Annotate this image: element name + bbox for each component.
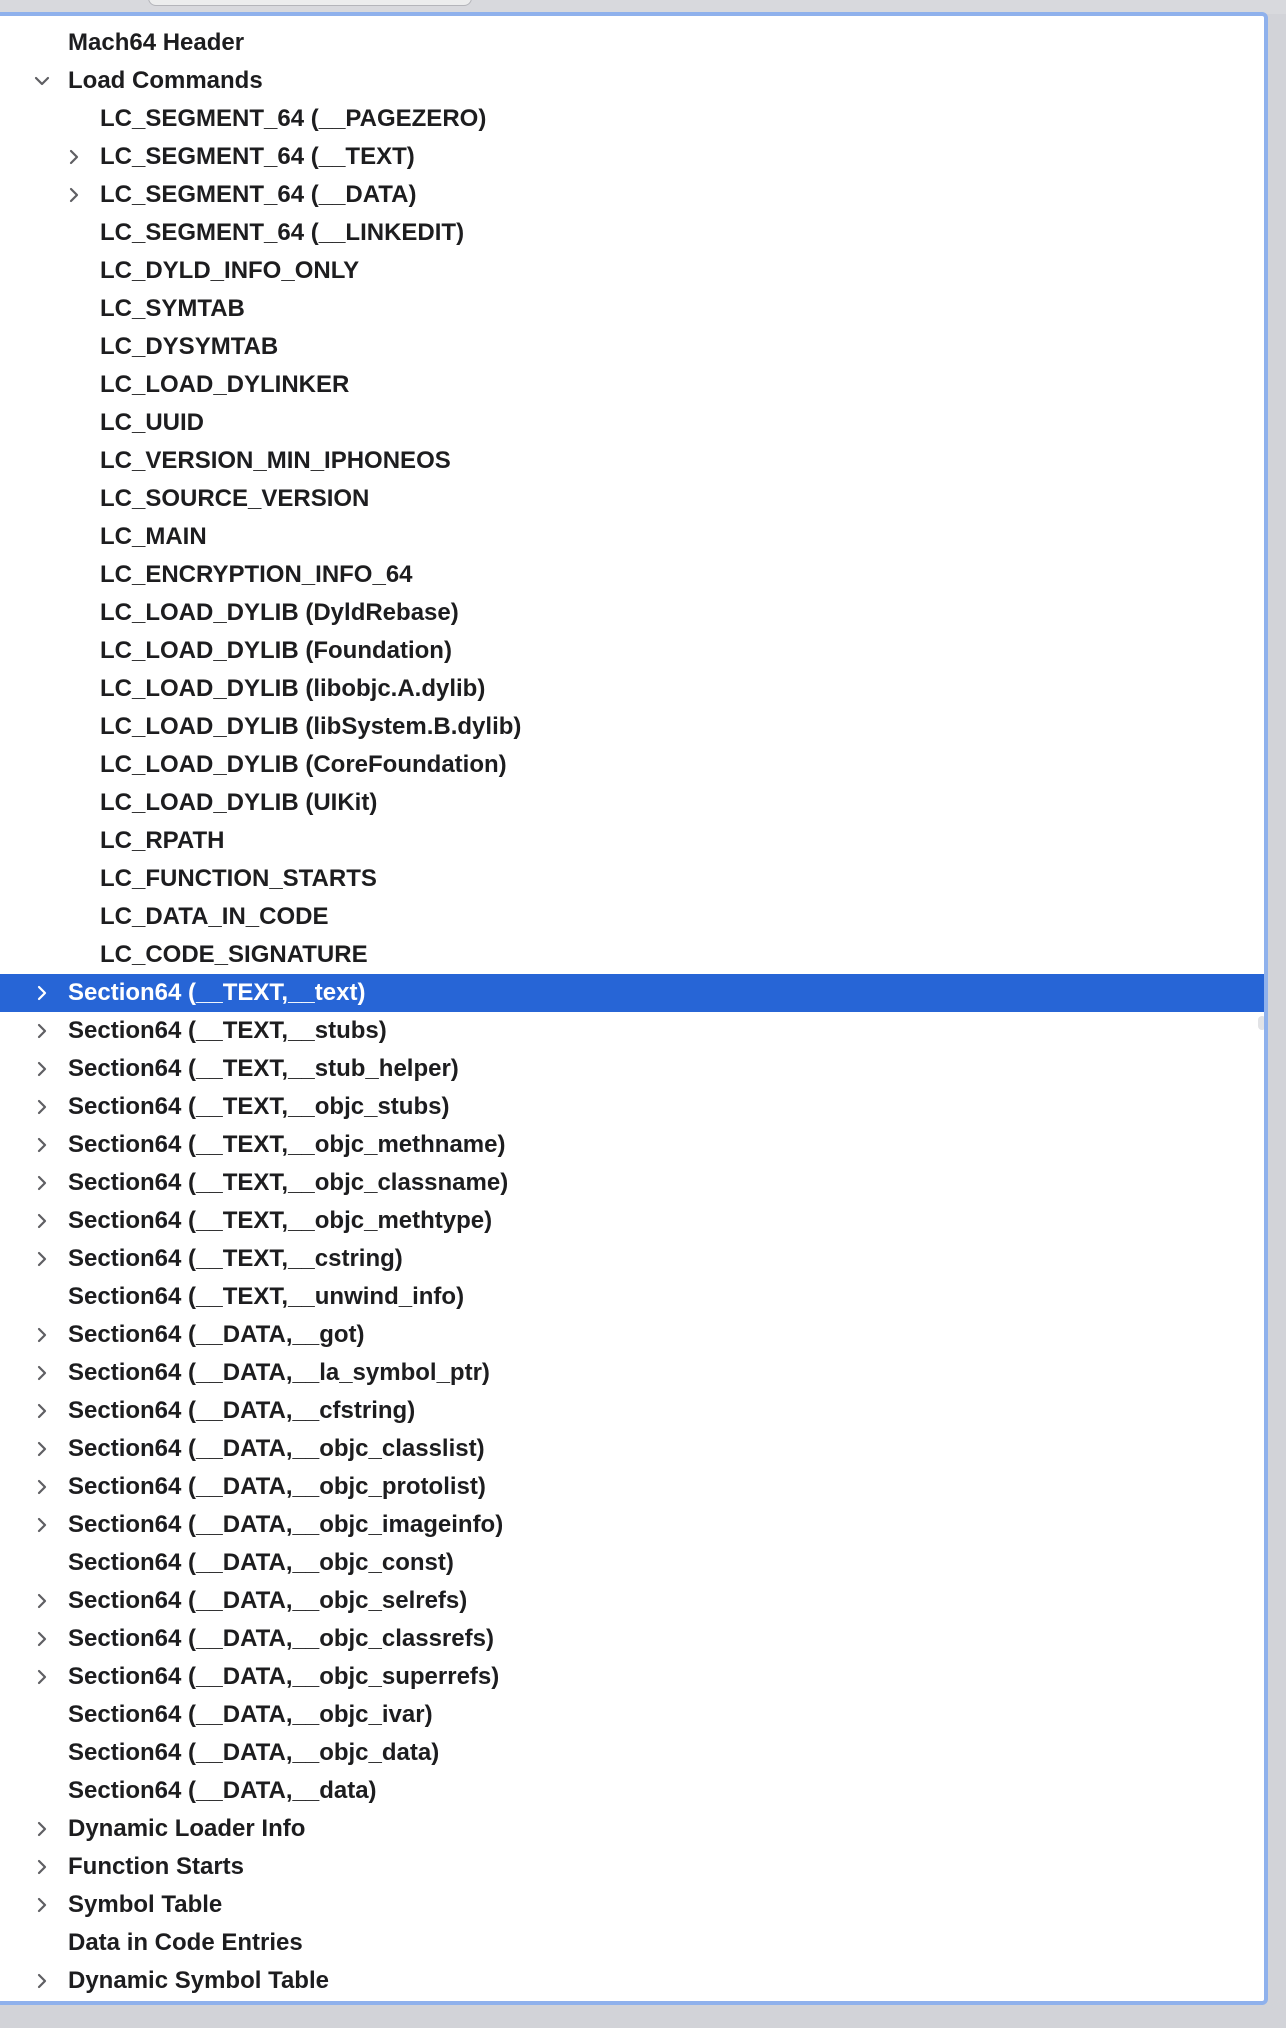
tree-row-label: LC_LOAD_DYLIB (libSystem.B.dylib)	[100, 713, 522, 740]
tree-row[interactable]	[0, 62, 1264, 100]
tree-row[interactable]	[0, 1658, 1264, 1696]
tree-row-label: Symbol Table	[68, 1891, 223, 1918]
tree-row[interactable]	[0, 1430, 1264, 1468]
tree-row-label: LC_DYSYMTAB	[100, 333, 279, 360]
tree-row[interactable]	[0, 1962, 1264, 2000]
tree-row-label: LC_SEGMENT_64 (__PAGEZERO)	[100, 105, 487, 132]
tree-row-label: LC_SEGMENT_64 (__TEXT)	[100, 143, 415, 170]
chevron-right-icon[interactable]	[30, 1240, 54, 1278]
chevron-right-icon[interactable]	[30, 1202, 54, 1240]
tree-row[interactable]	[0, 1544, 1264, 1582]
tree-row[interactable]	[0, 1848, 1264, 1886]
tree-row-label: Function Starts	[68, 1853, 245, 1880]
tree-row[interactable]	[0, 252, 1264, 290]
tree-row[interactable]	[0, 1582, 1264, 1620]
tree-row-label: LC_ENCRYPTION_INFO_64	[100, 561, 413, 588]
chevron-right-icon[interactable]	[30, 1050, 54, 1088]
chevron-right-icon[interactable]	[30, 1354, 54, 1392]
chevron-right-icon[interactable]	[62, 138, 86, 176]
tree-row-label: Data in Code Entries	[68, 1929, 303, 1956]
tree-row[interactable]	[0, 1088, 1264, 1126]
tree-row-label: Section64 (__DATA,__objc_const)	[68, 1549, 454, 1576]
chevron-right-icon[interactable]	[30, 1088, 54, 1126]
tree-row[interactable]	[0, 1126, 1264, 1164]
tree-row[interactable]	[0, 632, 1264, 670]
tree-row[interactable]	[0, 176, 1264, 214]
tree-row-label: Mach64 Header	[68, 29, 245, 56]
tree-row-label: Section64 (__DATA,__objc_classrefs)	[68, 1625, 494, 1652]
chevron-right-icon[interactable]	[30, 1126, 54, 1164]
tree-row[interactable]	[0, 594, 1264, 632]
tree-row[interactable]	[0, 746, 1264, 784]
file-structure-tree	[0, 24, 1264, 2000]
tree-row-label: Section64 (__DATA,__objc_protolist)	[68, 1473, 486, 1500]
tree-row-label: LC_CODE_SIGNATURE	[100, 941, 368, 968]
tree-row[interactable]	[0, 1734, 1264, 1772]
tree-row-label: Section64 (__DATA,__objc_classlist)	[68, 1435, 485, 1462]
tree-row[interactable]	[0, 404, 1264, 442]
tree-row[interactable]	[0, 1240, 1264, 1278]
chevron-right-icon[interactable]	[30, 1658, 54, 1696]
tree-row[interactable]	[0, 1620, 1264, 1658]
chevron-right-icon[interactable]	[30, 1468, 54, 1506]
tree-row[interactable]	[0, 24, 1264, 62]
outline-view[interactable]	[0, 12, 1268, 2005]
tree-row-label: Section64 (__TEXT,__stubs)	[68, 1017, 387, 1044]
tree-row[interactable]	[0, 518, 1264, 556]
tree-row[interactable]	[0, 860, 1264, 898]
tree-row-label: Dynamic Loader Info	[68, 1815, 306, 1842]
tree-row[interactable]	[0, 366, 1264, 404]
tree-row-label: Load Commands	[68, 67, 263, 94]
tree-row-label: Section64 (__DATA,__got)	[68, 1321, 365, 1348]
chevron-right-icon[interactable]	[30, 1582, 54, 1620]
chevron-right-icon[interactable]	[30, 1962, 54, 2000]
tree-row[interactable]	[0, 1924, 1264, 1962]
tree-row-label: LC_LOAD_DYLIB (libobjc.A.dylib)	[100, 675, 486, 702]
tree-row[interactable]	[0, 1202, 1264, 1240]
tree-row[interactable]	[0, 1468, 1264, 1506]
tree-row-label: LC_UUID	[100, 409, 205, 436]
tree-row[interactable]	[0, 936, 1264, 974]
tree-row[interactable]	[0, 442, 1264, 480]
chevron-right-icon[interactable]	[30, 1620, 54, 1658]
tree-row[interactable]	[0, 1810, 1264, 1848]
tree-row[interactable]	[0, 670, 1264, 708]
chevron-right-icon[interactable]	[30, 1012, 54, 1050]
window-footer	[0, 2005, 1286, 2028]
tree-row-label: Section64 (__TEXT,__cstring)	[68, 1245, 403, 1272]
tree-row-label: LC_LOAD_DYLIB (UIKit)	[100, 789, 378, 816]
tree-row-label: Section64 (__TEXT,__stub_helper)	[68, 1055, 459, 1082]
chevron-right-icon[interactable]	[30, 1392, 54, 1430]
tree-row-label: Section64 (__DATA,__cfstring)	[68, 1397, 416, 1424]
tree-row-label: Section64 (__DATA,__objc_data)	[68, 1739, 440, 1766]
tree-row[interactable]	[0, 1392, 1264, 1430]
tree-row-label: Section64 (__DATA,__data)	[68, 1777, 377, 1804]
scrollbar-thumb[interactable]	[1258, 1016, 1266, 1030]
tree-row[interactable]	[0, 1012, 1264, 1050]
tree-row-label: Section64 (__TEXT,__unwind_info)	[68, 1283, 465, 1310]
tree-row-label: LC_LOAD_DYLINKER	[100, 371, 350, 398]
chevron-right-icon[interactable]	[30, 1810, 54, 1848]
tree-row-label: Section64 (__TEXT,__text)	[68, 979, 366, 1006]
tree-row-label: Section64 (__DATA,__objc_selrefs)	[68, 1587, 468, 1614]
tree-row-label: LC_SOURCE_VERSION	[100, 485, 370, 512]
tree-row-label: Section64 (__DATA,__objc_ivar)	[68, 1701, 433, 1728]
tree-row-selected[interactable]	[0, 974, 1264, 1012]
tree-row-label: LC_MAIN	[100, 523, 207, 550]
tree-row[interactable]	[0, 898, 1264, 936]
tree-row-label: LC_FUNCTION_STARTS	[100, 865, 377, 892]
chevron-right-icon[interactable]	[30, 1886, 54, 1924]
tree-row[interactable]	[0, 214, 1264, 252]
tree-row[interactable]	[0, 328, 1264, 366]
tree-row[interactable]	[0, 1278, 1264, 1316]
tree-row-label: Section64 (__DATA,__objc_imageinfo)	[68, 1511, 504, 1538]
chevron-right-icon[interactable]	[30, 1430, 54, 1468]
tree-row-label: LC_SEGMENT_64 (__LINKEDIT)	[100, 219, 465, 246]
chevron-right-icon[interactable]	[30, 1164, 54, 1202]
tree-row[interactable]	[0, 1506, 1264, 1544]
tree-row[interactable]	[0, 1354, 1264, 1392]
chevron-right-icon[interactable]	[62, 176, 86, 214]
tree-row-label: LC_LOAD_DYLIB (DyldRebase)	[100, 599, 459, 626]
chevron-right-icon[interactable]	[30, 974, 54, 1012]
tree-row-label: Dynamic Symbol Table	[68, 1967, 329, 1994]
chevron-right-icon[interactable]	[30, 1506, 54, 1544]
tree-row[interactable]	[0, 480, 1264, 518]
tree-row-label: Section64 (__DATA,__objc_superrefs)	[68, 1663, 500, 1690]
tree-row-label: LC_DYLD_INFO_ONLY	[100, 257, 360, 284]
tree-row-label: Section64 (__DATA,__la_symbol_ptr)	[68, 1359, 490, 1386]
tree-row[interactable]	[0, 1316, 1264, 1354]
tree-row[interactable]	[0, 1050, 1264, 1088]
tree-row[interactable]	[0, 822, 1264, 860]
tree-row-label: LC_LOAD_DYLIB (Foundation)	[100, 637, 452, 664]
tree-row-label: LC_VERSION_MIN_IPHONEOS	[100, 447, 451, 474]
tree-row[interactable]	[0, 290, 1264, 328]
tree-row[interactable]	[0, 1772, 1264, 1810]
chevron-right-icon[interactable]	[30, 1316, 54, 1354]
tree-row[interactable]	[0, 138, 1264, 176]
tree-row-label: LC_LOAD_DYLIB (CoreFoundation)	[100, 751, 507, 778]
tree-row-label: LC_SYMTAB	[100, 295, 245, 322]
tree-row[interactable]	[0, 100, 1264, 138]
tree-row-label: LC_RPATH	[100, 827, 225, 854]
tree-row[interactable]	[0, 556, 1264, 594]
tree-row-label: LC_DATA_IN_CODE	[100, 903, 329, 930]
tab[interactable]	[148, 0, 472, 6]
tree-row-label: LC_SEGMENT_64 (__DATA)	[100, 181, 417, 208]
tree-row-label: Section64 (__TEXT,__objc_stubs)	[68, 1093, 450, 1120]
tree-row[interactable]	[0, 1164, 1264, 1202]
tree-row-label: Section64 (__TEXT,__objc_methtype)	[68, 1207, 493, 1234]
tree-row-label: Section64 (__TEXT,__objc_classname)	[68, 1169, 509, 1196]
tree-row[interactable]	[0, 784, 1264, 822]
tree-row[interactable]	[0, 1696, 1264, 1734]
chevron-right-icon[interactable]	[30, 1848, 54, 1886]
chevron-down-icon[interactable]	[30, 62, 54, 100]
tree-row-label: Section64 (__TEXT,__objc_methname)	[68, 1131, 506, 1158]
tree-row[interactable]	[0, 708, 1264, 746]
tree-row[interactable]	[0, 1886, 1264, 1924]
